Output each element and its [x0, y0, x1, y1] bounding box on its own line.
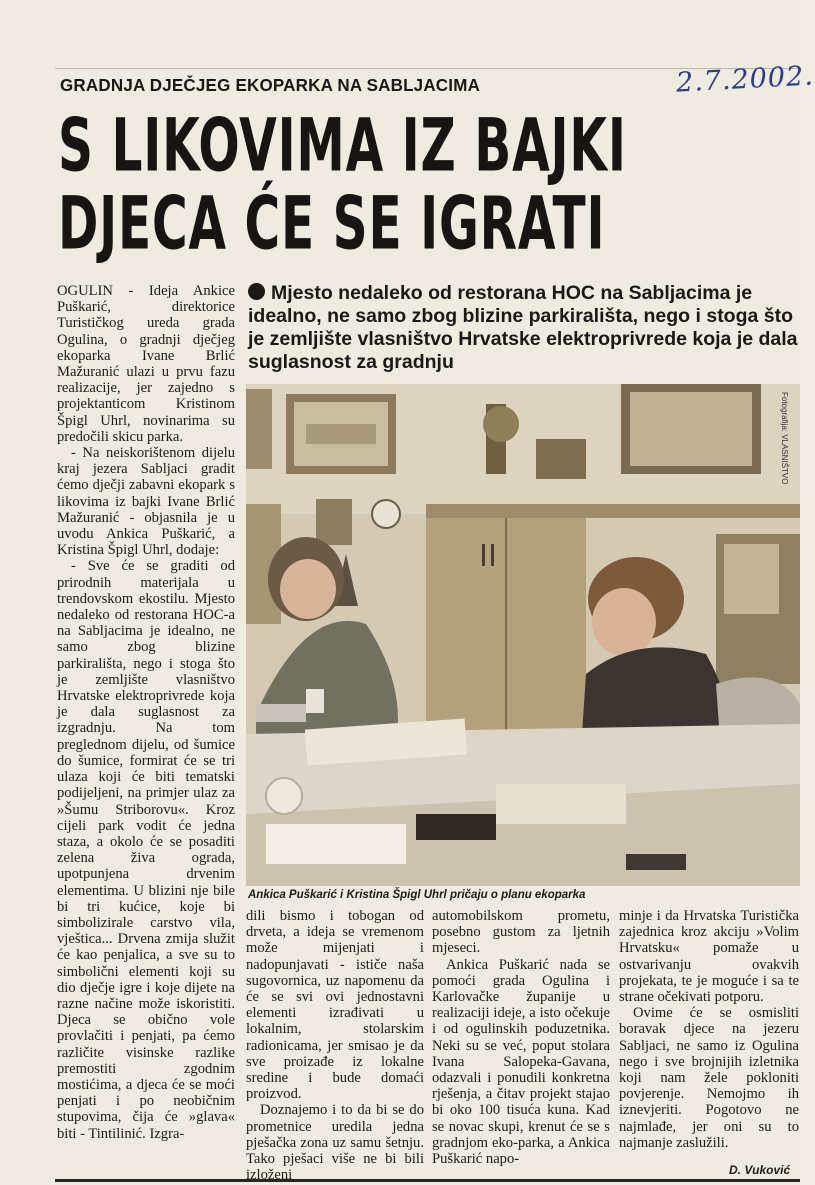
headline-line-1: S LIKOVIMA IZ BAJKI: [58, 104, 627, 189]
author-byline: D. Vuković: [729, 1163, 791, 1177]
lead-text: Mjesto nedaleko od restorana HOC na Sabljacima je idealno, ne samo zbog blizine parkirališta, nego i stoga što je zemljište vlasništvo Hrvatske elektroprivrede koja je dala suglasnost za gradnju: [248, 282, 798, 373]
paragraph: Ankica Puškarić nada se pomoći grada Ogulina i Karlovačke županije u realizaciji ideje, a isto očekuje i od ogulinskih poduzetnika. Neki su se već, poput stolara Ivana Salopeka-Gavana, odazvali i ponudili konkretna rješenja, a čitav projekt stajao bi oko 100 tisuća kuna. Kad se novac skupi, krenut će se s gradnjom eko-parka, a Ankica Puškarić napo-: [432, 956, 610, 1168]
photo-illustration: [246, 384, 800, 886]
article-photo: [246, 384, 800, 886]
article-column-4: [619, 908, 799, 1180]
article-column-2: [246, 908, 424, 1184]
paragraph: Ovime će se osmisliti boravak djece na jezeru Sabljaci, ne samo iz Ogulina nego i sve brojnijih izletnika koji nam žele pokloniti povjerenje. Nemojmo ih iznevjeriti. Pogotovo ne najmlađe, jer oni su to najmanje zaslužili.: [619, 1005, 799, 1151]
headline-line-2: DJECA ĆE SE IGRATI: [58, 182, 606, 267]
bottom-rule: [55, 1179, 800, 1182]
article-column-3: [432, 908, 610, 1180]
paragraph: - Na neiskorištenom dijelu kraj jezera Sabljaci gradit ćemo dječji zabavni ekopark s likovima iz bajki Ivane Brlić Mažuranić - objasnila je u uvodu Ankica Puškarić, a Kristina Špigl Uhrl, dodaje:: [57, 445, 235, 559]
lead-paragraph: [248, 282, 800, 374]
paragraph: automobilskom prometu, posebno gustom za ljetnih mjeseci.: [432, 908, 610, 957]
paragraph: Doznajemo i to da bi se do prometnice uredila jedna pješačka zona uz samu šetnju. Tako pješaci više ne bi bili izloženi: [246, 1102, 424, 1184]
photo-caption: Ankica Puškarić i Kristina Špigl Uhrl pričaju o planu ekoparka: [248, 889, 586, 901]
handwritten-date: 2.7.2002.: [675, 60, 815, 99]
article-column-1: [57, 283, 235, 1178]
paragraph: OGULIN - Ideja Ankice Puškarić, direktorice Turističkog ureda grada Ogulina, o gradnji dječjeg ekoparka Ivane Brlić Mažuranić ulazi u prvu fazu realizacije, jer zajedno s projektanticom Kristinom Špigl Uhrl, novinarima su predočili skicu parka.: [57, 283, 235, 445]
photo-credit: Fotografija: VLASNIŠTVO: [780, 392, 789, 485]
kicker: GRADNJA DJEČJEG EKOPARKA NA SABLJACIMA: [60, 75, 481, 96]
paragraph: - Sve će se graditi od prirodnih materijala u trendovskom ekostilu. Mjesto nedaleko od restorana HOC-a na Sabljacima je idealno, ne samo zbog blizine parkirališta, nego i stoga što je zemljište vlasništvo Hrvatske elektroprivrede koja je dala suglasnost za izgradnju. Na tom preglednom dijelu, od šumice do šumice, formirat će se tri ulaza koji će biti tematski podijeljeni, na primjer ulaz za »Šumu Striborovu«. Kroz cijeli park vodit će jedna staza, a okolo će se posaditi zelena živa ograda, upotpunjena drvenim elementima. U blizini nje bile bi tri kućice, koje bi simbolizirale carstvo vila, vještica... Drvena zmija služit će kao penjalica, a sve su to simbolični elementi koji su dio dječje igre i koje dijete na razne načine može iskoristiti. Djeca se obično vole provlačiti i penjati, pa ćemo različite visinske razlike premostiti zgodnim mostićima, a djeca će se moći penjati i po neobičnim stupovima, čija će »glava« biti - Tintilinić. Izgra-: [57, 558, 235, 1142]
paragraph: dili bismo i tobogan od drveta, a ideja se vremenom može mijenjati i nadopunjavati - ističe naša sugovornica, uz napomenu da će se svi ovi jednostavni elementi izrađivati u lokalnim, stolarskim radionicama, jer smisao je da sve proizađe iz lokalne sredine i bude domaći proizvod.: [246, 908, 424, 1103]
bullet-icon: [248, 283, 265, 300]
paragraph: minje i da Hrvatska Turistička zajednica kroz akciju »Volim Hrvatsku« pomaže u ostvarivanju ovakvih projekata, te je moguće i sa te strane očekivati potporu.: [619, 908, 799, 1006]
